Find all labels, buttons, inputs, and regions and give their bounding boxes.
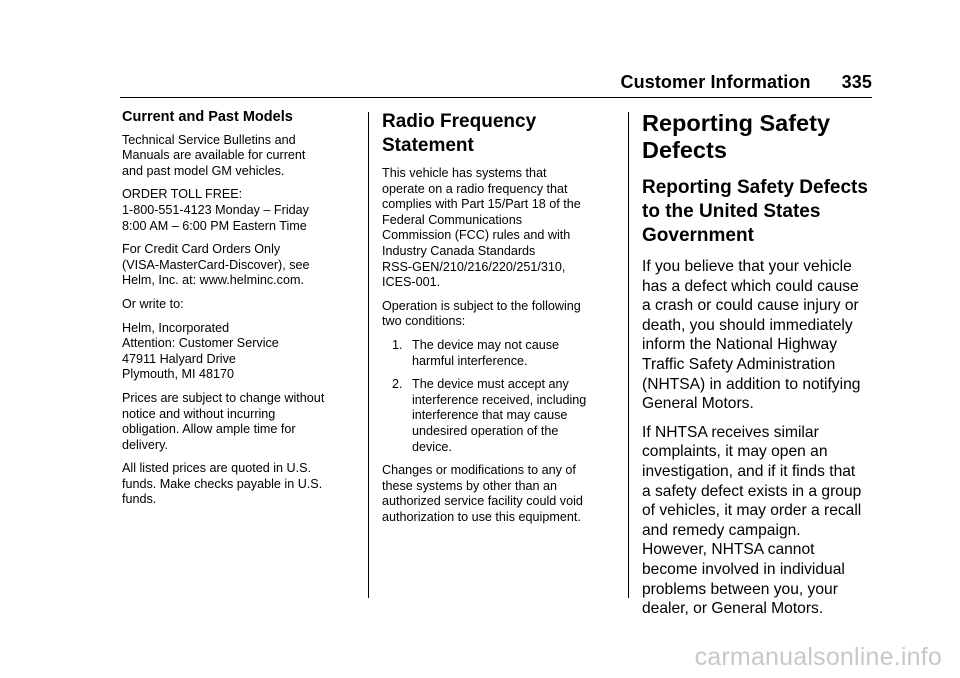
- paragraph: Technical Service Bulletins and Manuals are available for current and past model GM vehicles.: [122, 132, 306, 178]
- closing-paragraph: Changes or modifications to any of these systems by other than an authorized service facility could void authorization to use this equipment.: [382, 463, 583, 524]
- heading-current-past-models: Current and Past Models: [122, 109, 293, 125]
- conditions-intro-paragraph: Operation is subject to the following two conditions:: [382, 298, 581, 329]
- watermark: carmanualsonline.info: [694, 643, 942, 671]
- condition-text: The device must accept any interference received, including interference that may cause undesired operation of the device.: [412, 377, 587, 454]
- page-number: 335: [841, 72, 872, 92]
- col3-paragraphs: [642, 257, 874, 619]
- column-radio-frequency: [382, 110, 618, 533]
- column-reporting-safety-defects: [642, 110, 874, 628]
- paragraph: Prices are subject to change without notice and without incurring obligation. Allow ample time for delivery.: [122, 390, 325, 452]
- conditions-list: [382, 338, 618, 455]
- section-title: Customer Information: [620, 72, 811, 92]
- subheading-reporting-to-government: Reporting Safety Defects to the United States Government: [642, 177, 868, 246]
- condition-item: [382, 377, 618, 455]
- paragraph: If NHTSA receives similar complaints, it may open an investigation, and if it finds that a safety defect exists in a group of vehicles, it may order a recall and remedy campaign. However, NHTSA cannot become involved in individual problems between you, your dealer, or General Motors.: [642, 423, 862, 618]
- paragraph: All listed prices are quoted in U.S. funds. Make checks payable in U.S. funds.: [122, 461, 323, 507]
- radio-intro-paragraph: This vehicle has systems that operate on a radio frequency that complies with Part 15/Part 18 of the Federal Communications Commission (FCC) rules and with Industry Canada Standards RSS-GEN/210/216/220/251/310, ICES-001.: [382, 166, 581, 290]
- col1-paragraphs: [122, 133, 358, 508]
- column-divider-2: [628, 112, 629, 598]
- header-rule: [120, 97, 872, 98]
- condition-text: The device may not cause harmful interference.: [412, 337, 560, 368]
- condition-number: 1.: [392, 337, 403, 352]
- page-header: [621, 72, 872, 93]
- paragraph: If you believe that your vehicle has a defect which could cause a crash or could cause injury or death, you should immediately inform the National Highway Traffic Safety Administration (NHTSA) in addition to notifying General Motors.: [642, 258, 861, 413]
- heading-radio-frequency: Radio Frequency Statement: [382, 111, 537, 156]
- paragraph: Or write to:: [122, 296, 184, 311]
- paragraph: For Credit Card Orders Only (VISA-MasterCard-Discover), see Helm, Inc. at: www.helminc.com.: [122, 242, 310, 288]
- heading-reporting-safety-defects: Reporting Safety Defects: [642, 110, 831, 163]
- column-divider-1: [368, 112, 369, 598]
- condition-number: 2.: [392, 377, 403, 392]
- paragraph: Helm, Incorporated Attention: Customer Service 47911 Halyard Drive Plymouth, MI 48170: [122, 320, 279, 382]
- paragraph: ORDER TOLL FREE: 1-800-551-4123 Monday – Friday 8:00 AM – 6:00 PM Eastern Time: [122, 187, 309, 233]
- condition-item: [382, 338, 618, 369]
- column-current-past-models: [122, 110, 358, 516]
